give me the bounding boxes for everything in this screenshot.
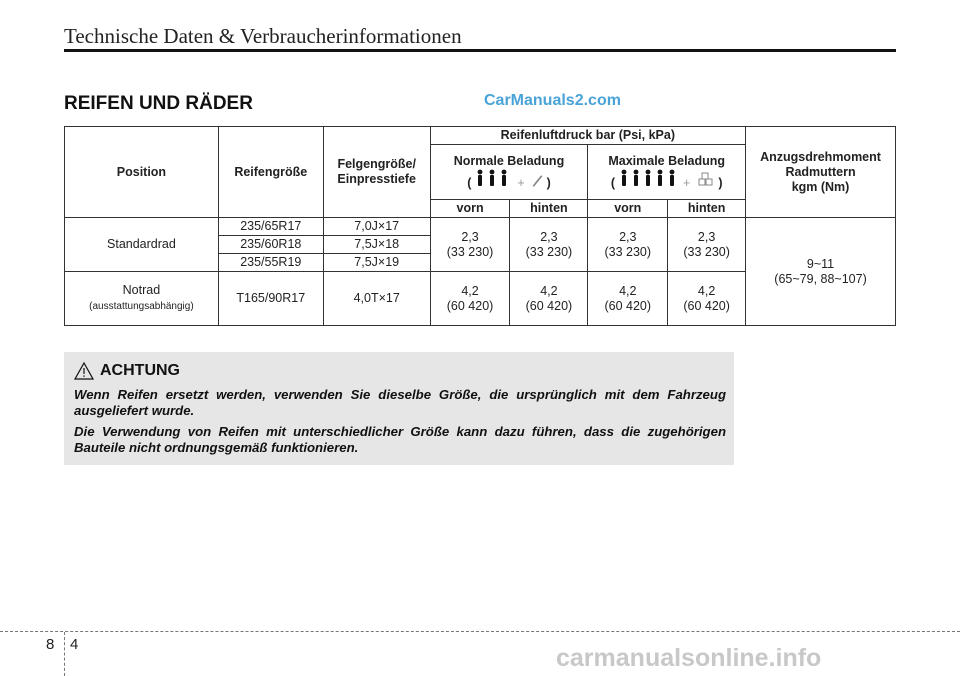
rim-size-cell: 7,5J×18 bbox=[323, 236, 430, 254]
pressure-cell bbox=[668, 272, 746, 326]
page-number: 4 bbox=[70, 636, 79, 653]
warning-paragraph: Die Verwendung von Reifen mit unterschiedlicher Größe kann dazu führen, dass die zugehörigen Bauteile nicht ordnungsgemäß funktionieren. bbox=[74, 424, 726, 455]
pressure-bar: 2,3 bbox=[697, 229, 716, 244]
col-torque bbox=[746, 127, 896, 218]
col-torque-line2: Radmuttern bbox=[785, 164, 856, 179]
pressure-bar: 4,2 bbox=[697, 283, 716, 298]
three-passengers-icon bbox=[475, 169, 511, 190]
rim-size-cell: 7,0J×17 bbox=[323, 218, 430, 236]
col-position: Position bbox=[65, 127, 219, 218]
plus-sign: + bbox=[517, 175, 525, 190]
col-normal-rear: hinten bbox=[510, 200, 588, 218]
header-rule bbox=[64, 49, 896, 52]
paren-open: ( bbox=[610, 175, 616, 190]
col-max-rear: hinten bbox=[668, 200, 746, 218]
luggage-icon bbox=[531, 176, 546, 190]
pressure-psi-kpa: (33 230) bbox=[446, 244, 494, 259]
warning-triangle-icon bbox=[74, 362, 94, 380]
footer-rule bbox=[0, 631, 960, 632]
pressure-psi-kpa: (33 230) bbox=[683, 244, 730, 259]
warning-text bbox=[74, 387, 726, 461]
paren-close: ) bbox=[546, 175, 551, 190]
col-max-load bbox=[588, 145, 746, 200]
pressure-psi-kpa: (60 420) bbox=[604, 298, 652, 313]
max-load-label: Maximale Beladung bbox=[608, 153, 726, 168]
tire-size-cell: 235/65R17 bbox=[218, 218, 323, 236]
normal-load-label: Normale Beladung bbox=[453, 153, 565, 168]
spare-wheel-label bbox=[65, 272, 219, 326]
rim-size-cell: 4,0T×17 bbox=[323, 272, 430, 326]
warning-heading bbox=[74, 362, 180, 380]
pressure-bar: 4,2 bbox=[540, 283, 558, 298]
table-row bbox=[65, 218, 896, 236]
col-rim-line2: Einpresstiefe bbox=[337, 172, 416, 186]
pressure-cell bbox=[430, 272, 510, 326]
tire-size-cell: T165/90R17 bbox=[218, 272, 323, 326]
torque-nm: (65~79, 88~107) bbox=[774, 271, 867, 286]
pressure-cell bbox=[510, 218, 588, 272]
section-title: REIFEN UND RÄDER bbox=[64, 93, 253, 114]
torque-kgm: 9~11 bbox=[806, 256, 835, 271]
pressure-psi-kpa: (60 420) bbox=[525, 298, 573, 313]
rim-size-cell: 7,5J×19 bbox=[323, 254, 430, 272]
pressure-cell bbox=[510, 272, 588, 326]
pressure-psi-kpa: (33 230) bbox=[604, 244, 652, 259]
pressure-bar: 2,3 bbox=[540, 229, 558, 244]
tire-size-cell: 235/55R19 bbox=[218, 254, 323, 272]
col-pressure-group: Reifenluftdruck bar (Psi, kPa) bbox=[430, 127, 745, 145]
pressure-cell bbox=[430, 218, 510, 272]
paren-close: ) bbox=[718, 175, 723, 190]
footer-vertical-rule bbox=[64, 632, 65, 676]
pressure-cell bbox=[588, 218, 668, 272]
five-passengers-icon bbox=[619, 169, 677, 190]
paren-open: ( bbox=[467, 175, 472, 190]
heavy-luggage-icon bbox=[697, 176, 718, 190]
pressure-bar: 4,2 bbox=[461, 283, 479, 298]
warning-title: ACHTUNG bbox=[100, 362, 180, 379]
spare-note: (ausstattungsabhängig) bbox=[89, 301, 194, 312]
pressure-psi-kpa: (60 420) bbox=[683, 298, 730, 313]
col-rim-size bbox=[323, 127, 430, 218]
pressure-bar: 4,2 bbox=[619, 283, 637, 298]
col-max-front: vorn bbox=[588, 200, 668, 218]
plus-sign: + bbox=[683, 175, 691, 190]
pressure-psi-kpa: (60 420) bbox=[446, 298, 494, 313]
spare-label: Notrad bbox=[122, 283, 161, 297]
pressure-cell bbox=[668, 218, 746, 272]
tire-size-cell: 235/60R18 bbox=[218, 236, 323, 254]
col-torque-line3: kgm (Nm) bbox=[791, 179, 850, 194]
tire-spec-table bbox=[64, 126, 896, 326]
footer-watermark: carmanualsonline.info bbox=[556, 644, 822, 672]
col-normal-front: vorn bbox=[430, 200, 510, 218]
torque-cell bbox=[746, 218, 896, 326]
chapter-number: 8 bbox=[46, 636, 55, 653]
warning-box bbox=[64, 352, 734, 465]
pressure-bar: 2,3 bbox=[619, 229, 637, 244]
pressure-psi-kpa: (33 230) bbox=[525, 244, 573, 259]
col-normal-load bbox=[430, 145, 588, 200]
col-torque-line1: Anzugsdrehmoment bbox=[760, 149, 881, 164]
pressure-bar: 2,3 bbox=[461, 229, 479, 244]
watermark: CarManuals2.com bbox=[484, 92, 621, 109]
pressure-cell bbox=[588, 272, 668, 326]
col-tire-size: Reifengröße bbox=[218, 127, 323, 218]
warning-paragraph: Wenn Reifen ersetzt werden, verwenden Sie dieselbe Größe, die ursprünglich mit dem Fahrzeug ausgeliefert wurde. bbox=[74, 387, 726, 418]
page-header-title: Technische Daten & Verbraucherinformationen bbox=[64, 24, 462, 48]
col-rim-line1: Felgengröße/ bbox=[337, 157, 416, 171]
standard-wheel-label: Standardrad bbox=[65, 218, 219, 272]
